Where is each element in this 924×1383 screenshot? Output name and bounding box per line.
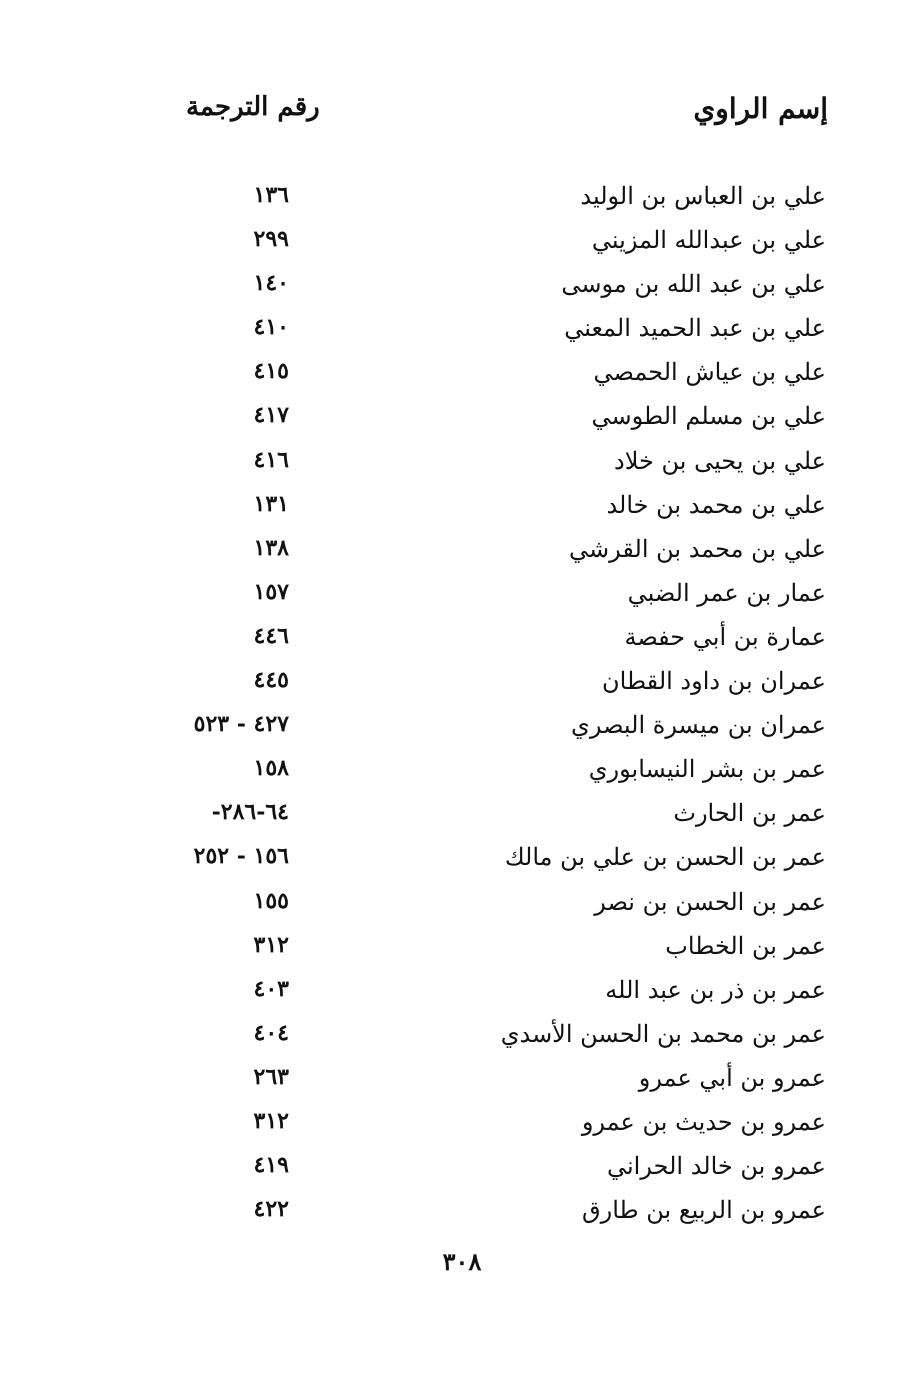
biography-number: ٤١٦ xyxy=(253,446,289,473)
list-item xyxy=(0,1148,924,1192)
biography-number: ٢٦٣ xyxy=(253,1063,289,1090)
narrator-name: عمران بن داود القطان xyxy=(602,667,826,696)
narrator-name: علي بن عبدالله المزيني xyxy=(591,226,826,255)
biography-number: ١٣١ xyxy=(253,490,289,517)
narrator-name: علي بن العباس بن الوليد xyxy=(580,182,826,210)
narrator-name: علي بن يحيى بن خلاد xyxy=(614,446,826,475)
biography-number-heading: رقم الترجمة xyxy=(186,92,320,122)
biography-number: ٤٢٧ - ٥٢٣ xyxy=(193,711,289,738)
narrator-name: علي بن عبد الحميد المعني xyxy=(564,314,826,343)
biography-number: ٢٩٩ xyxy=(253,226,289,253)
column-headers xyxy=(0,92,924,136)
list-item xyxy=(0,531,924,575)
biography-number: ١٥٦ - ٢٥٢ xyxy=(193,843,289,870)
list-item xyxy=(0,1016,924,1060)
narrator-name: عمران بن ميسرة البصري xyxy=(571,711,826,740)
narrator-name: عمارة بن أبي حفصة xyxy=(624,622,826,651)
list-item xyxy=(0,751,924,795)
narrator-name: عمر بن ذر بن عبد الله xyxy=(605,975,826,1004)
list-item xyxy=(0,487,924,531)
narrator-name: عمرو بن حديث بن عمرو xyxy=(581,1107,826,1136)
narrator-name: علي بن محمد بن القرشي xyxy=(569,534,826,563)
biography-number: ١٥٥ xyxy=(253,887,289,914)
biography-number: ١٥٧ xyxy=(253,578,289,605)
list-item xyxy=(0,443,924,487)
list-item xyxy=(0,354,924,398)
biography-number: ٤٠٣ xyxy=(253,975,289,1002)
biography-number: ١٥٨ xyxy=(253,755,289,782)
biography-number: ١٣٨ xyxy=(253,534,289,561)
list-item xyxy=(0,398,924,442)
biography-number: ١٣٦ xyxy=(253,182,289,208)
list-item xyxy=(0,1192,924,1236)
narrator-name: عمر بن الحسن بن نصر xyxy=(594,887,826,916)
biography-number: ٤١٧ xyxy=(253,402,289,429)
narrator-name: علي بن عياش الحمصي xyxy=(593,358,826,387)
biography-number: ٤٤٥ xyxy=(253,667,289,694)
list-item xyxy=(0,266,924,310)
list-item xyxy=(0,707,924,751)
biography-number: ٤٢٢ xyxy=(253,1196,289,1223)
biography-number: ٤١٥ xyxy=(253,358,289,385)
narrator-name: عمر بن الخطاب xyxy=(665,931,826,960)
list-item xyxy=(0,972,924,1016)
list-item xyxy=(0,839,924,883)
narrator-name: عمرو بن أبي عمرو xyxy=(638,1063,826,1092)
biography-number: ٤١٠ xyxy=(253,314,289,341)
narrator-name: عمر بن محمد بن الحسن الأسدي xyxy=(500,1019,826,1048)
list-item xyxy=(0,928,924,972)
list-item xyxy=(0,1104,924,1148)
biography-number: ٣١٢ xyxy=(253,1107,289,1134)
narrator-name-heading: إسم الراوي xyxy=(693,92,828,125)
page-number: ٣٠٨ xyxy=(442,1247,482,1276)
list-item xyxy=(0,178,924,222)
biography-number: ١٤٠ xyxy=(253,270,289,297)
biography-number: ٤١٩ xyxy=(253,1152,289,1179)
list-item xyxy=(0,222,924,266)
list-item xyxy=(0,310,924,354)
narrator-name: عمار بن عمر الضبي xyxy=(627,578,826,607)
biography-number: ٣١٢ xyxy=(253,931,289,958)
narrator-name: عمرو بن خالد الحراني xyxy=(607,1152,826,1181)
list-item xyxy=(0,884,924,928)
list-item xyxy=(0,575,924,619)
list-item xyxy=(0,663,924,707)
narrator-name: علي بن مسلم الطوسي xyxy=(591,402,826,431)
list-item xyxy=(0,1060,924,1104)
biography-number: ٦٤-٢٨٦- xyxy=(211,799,289,826)
narrator-name: عمر بن الحسن بن علي بن مالك xyxy=(504,843,826,872)
narrator-name: علي بن محمد بن خالد xyxy=(606,490,826,519)
narrator-list xyxy=(0,178,924,1236)
list-item xyxy=(0,795,924,839)
biography-number: ٤٠٤ xyxy=(253,1019,289,1046)
list-item xyxy=(0,619,924,663)
narrator-name: عمر بن بشر النيسابوري xyxy=(588,755,826,784)
narrator-name: عمر بن الحارث xyxy=(673,799,826,828)
biography-number: ٤٤٦ xyxy=(253,622,289,649)
narrator-name: عمرو بن الربيع بن طارق xyxy=(582,1196,826,1225)
narrator-name: علي بن عبد الله بن موسى xyxy=(561,270,826,299)
